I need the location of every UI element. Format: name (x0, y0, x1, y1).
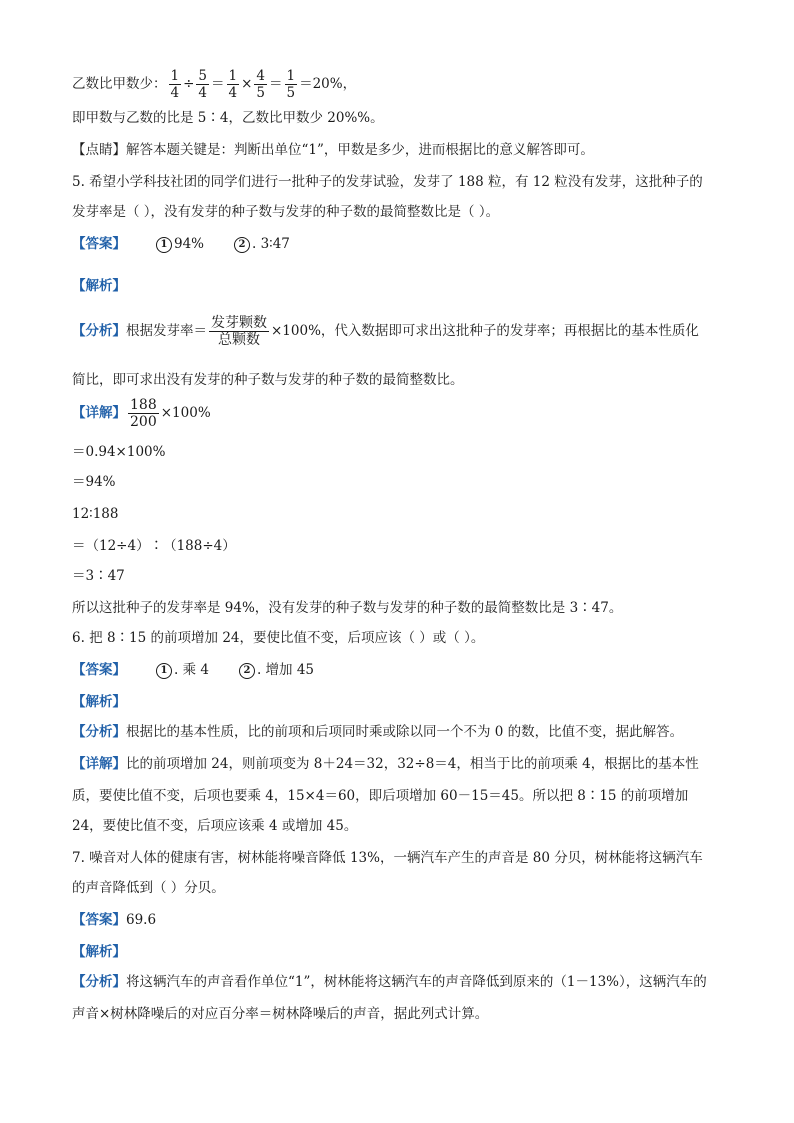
tag-dianjing: 【点睛】 (72, 142, 126, 158)
tag-xiangjie: 【详解】 (72, 405, 126, 421)
tag-fenxi: 【分析】 (72, 323, 126, 339)
question-5-line-2: 发芽率是（ ），没有发芽的种子数与发芽的种子数的最简整数比是（ ）。 (72, 204, 500, 220)
text-line: 简比，即可求出没有发芽的种子数与发芽的种子数的最简整数比。 (72, 372, 464, 388)
question-6: 6. 把 8∶15 的前项增加 24，要使比值不变，后项应该（ ）或（ ）。 (72, 630, 485, 646)
text: 解答本题关键是：判断出单位“1”，甲数是多少，进而根据比的意义解答即可。 (126, 142, 594, 158)
tag-analysis: 【解析】 (72, 944, 126, 960)
fraction: $\frac{1}{4}$ (228, 68, 238, 101)
tag-fenxi: 【分析】 (72, 724, 126, 740)
note-line (72, 140, 594, 160)
fraction: $\frac{188}{200}$ (130, 397, 157, 430)
tag-analysis: 【解析】 (72, 278, 126, 294)
calc-step: 12∶188 (72, 506, 119, 522)
tag-fenxi: 【分析】 (72, 974, 126, 990)
tag-answer: 【答案】 (72, 912, 126, 928)
calc-step: ＝0.94×100% (72, 444, 166, 460)
tag-answer: 【答案】 (72, 662, 126, 678)
circled-number: 2 (239, 663, 255, 679)
fraction: $\frac{1}{4}$ (170, 68, 180, 101)
detail-line: 【详解】 $\frac{188}{200}$ ×100% (72, 397, 211, 430)
circled-number: 1 (156, 663, 172, 679)
question-7-line-1: 7. 噪音对人体的健康有害，树林能将噪音降低 13%，一辆汽车产生的声音是 80 分贝，树林能将这辆汽车 (72, 850, 703, 866)
analysis-line: 【分析】根据发芽率＝ $\frac{\text{发芽颗数}}{\text{总颗数}}$ ×100%，代入数据即可求出这批种子的发芽率；再根据比的基本性质化 (72, 315, 699, 348)
line-fraction-calc: 乙数比甲数少： $\frac{1}{4}$ ÷ $\frac{5}{4}$ ＝ $\frac{1}{4}$ × $\frac{4}{5}$ ＝ $\frac{1}{5}$ ＝20%， (72, 68, 357, 101)
question-5-line-1: 5. 希望小学科技社团的同学们进行一批种子的发芽试验，发芽了 188 粒，有 12 粒没有发芽，这批种子的 (72, 174, 703, 190)
circled-number: 1 (156, 237, 172, 253)
calc-step: ＝94% (72, 474, 116, 490)
fraction: $\frac{5}{4}$ (198, 68, 207, 101)
tag-analysis: 【解析】 (72, 694, 126, 710)
analysis-line: 【分析】将这辆汽车的声音看作单位“1”，树林能将这辆汽车的声音降低到原来的（1－13%），这辆汽车的 (72, 974, 707, 990)
text: 乙数比甲数少： (72, 76, 167, 92)
calc-step: ＝3∶47 (72, 568, 125, 584)
tag-answer: 【答案】 (72, 236, 126, 252)
question-7-line-2: 的声音降低到（ ）分贝。 (72, 880, 225, 896)
tag-xiangjie: 【详解】 (72, 756, 126, 772)
fraction: $\frac{4}{5}$ (256, 68, 265, 101)
analysis-line: 【分析】根据比的基本性质，比的前项和后项同时乘或除以同一个不为 0 的数，比值不变，据此解答。 (72, 724, 684, 740)
answer-line: 【答案】69.6 (72, 912, 157, 928)
answer-line: 【答案】 1 94% 2 . 3∶47 (72, 236, 290, 252)
conclusion-line: 所以这批种子的发芽率是 94%，没有发芽的种子数与发芽的种子数的最简整数比是 3∶47。 (72, 600, 623, 616)
text-line: 质，要使比值不变，后项也要乘 4，15×4＝60，即后项增加 60－15＝45。所以把 8∶15 的前项增加 (72, 788, 689, 804)
text-line: 24，要使比值不变，后项应该乘 4 或增加 45。 (72, 818, 358, 834)
circled-number: 2 (234, 237, 250, 253)
text-line: 即甲数与乙数的比是 5∶4，乙数比甲数少 20%%。 (72, 110, 384, 126)
answer-line: 【答案】 1 . 乘 4 2 . 增加 45 (72, 662, 315, 678)
text-line: 声音×树林降噪后的对应百分率＝树林降噪后的声音，据此列式计算。 (72, 1006, 489, 1022)
fraction: $\frac{1}{5}$ (286, 68, 296, 101)
calc-step: ＝（12÷4）∶（188÷4） (72, 538, 236, 554)
fraction: $\frac{\text{发芽颗数}}{\text{总颗数}}$ (211, 315, 267, 348)
detail-line: 【详解】比的前项增加 24，则前项变为 8＋24＝32，32÷8＝4，相当于比的前项乘 4，根据比的基本性 (72, 756, 699, 772)
